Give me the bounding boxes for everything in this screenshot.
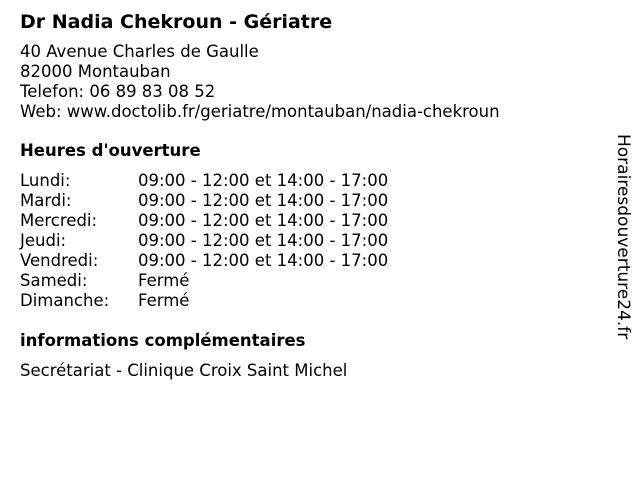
hours-time: 09:00 - 12:00 et 14:00 - 17:00 [138, 251, 389, 270]
hours-time: 09:00 - 12:00 et 14:00 - 17:00 [138, 211, 389, 230]
hours-row [20, 191, 600, 211]
hours-day: Vendredi: [20, 251, 99, 270]
hours-time: 09:00 - 12:00 et 14:00 - 17:00 [138, 231, 389, 250]
hours-day: Samedi: [20, 271, 88, 290]
website-url: Web: www.doctolib.fr/geriatre/montauban/nadia-chekroun [20, 102, 500, 121]
hours-day: Lundi: [20, 171, 71, 190]
additional-info-heading: informations complémentaires [20, 331, 306, 350]
hours-time: 09:00 - 12:00 et 14:00 - 17:00 [138, 171, 389, 190]
phone-number: Telefon: 06 89 83 08 52 [20, 82, 216, 101]
hours-row [20, 211, 600, 231]
address-block [20, 42, 600, 122]
street-address: 40 Avenue Charles de Gaulle [20, 42, 259, 61]
page-title: Dr Nadia Chekroun - Gériatre [20, 11, 333, 33]
opening-hours-heading: Heures d'ouverture [20, 141, 201, 160]
hours-day: Mercredi: [20, 211, 98, 230]
hours-day: Jeudi: [20, 231, 67, 250]
hours-day: Mardi: [20, 191, 72, 210]
hours-time: Fermé [138, 271, 190, 290]
hours-time: Fermé [138, 291, 190, 310]
hours-row [20, 271, 600, 291]
hours-day: Dimanche: [20, 291, 110, 310]
hours-row [20, 251, 600, 271]
additional-info-text: Secrétariat - Clinique Croix Saint Michel [20, 361, 348, 380]
hours-time: 09:00 - 12:00 et 14:00 - 17:00 [138, 191, 389, 210]
site-watermark: Horairesdouverture24.fr [613, 134, 633, 340]
opening-hours-table [20, 171, 600, 311]
hours-row [20, 171, 600, 191]
hours-row [20, 291, 600, 311]
city-postal-code: 82000 Montauban [20, 62, 171, 81]
hours-row [20, 231, 600, 251]
listing-card [20, 10, 600, 381]
